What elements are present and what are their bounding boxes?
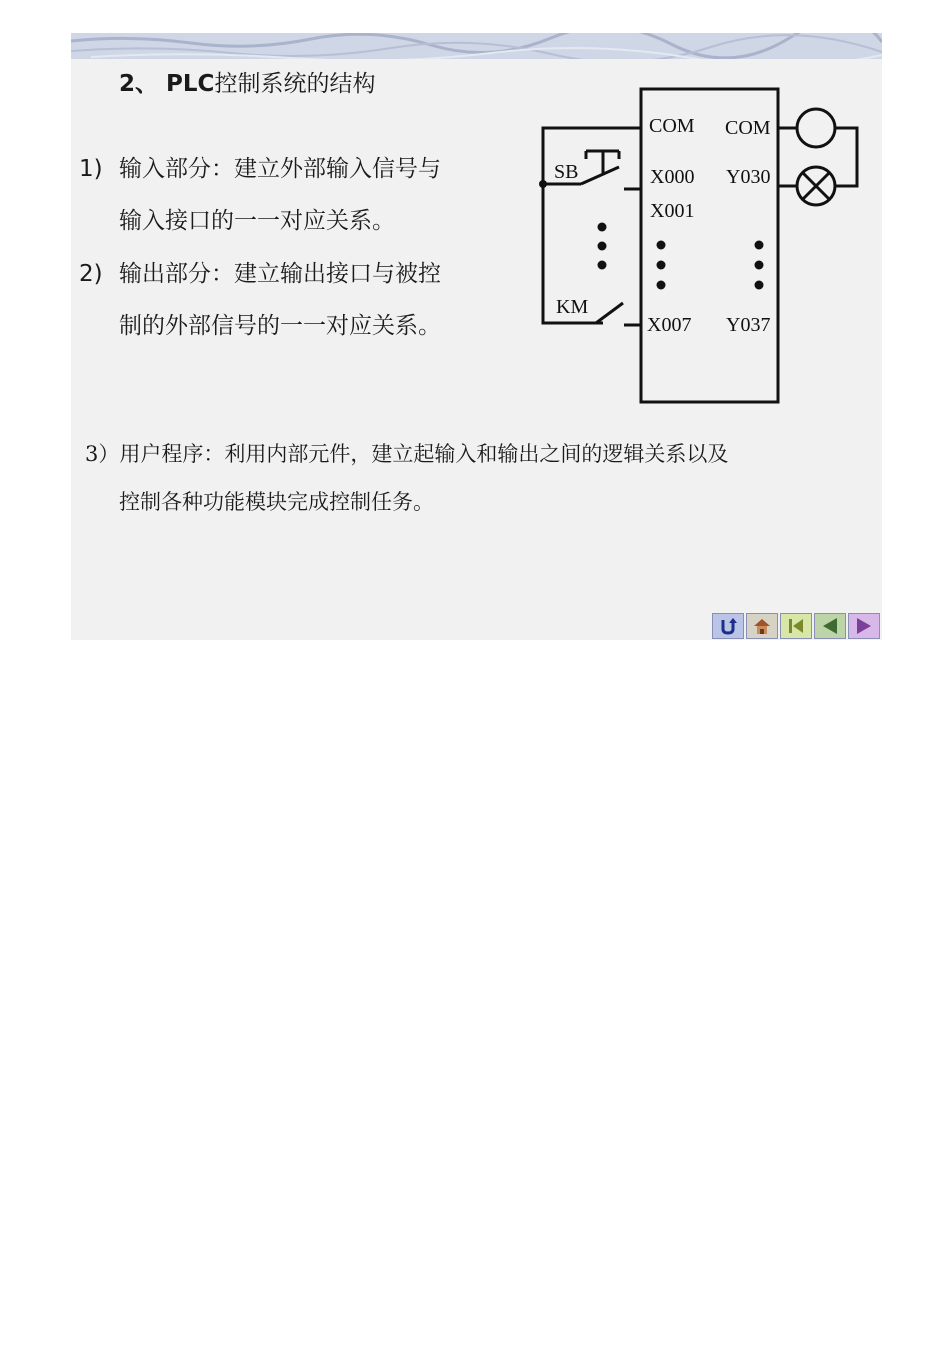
next-button[interactable] xyxy=(848,613,880,639)
home-button[interactable] xyxy=(746,613,778,639)
label-y037: Y037 xyxy=(726,314,771,336)
input-dot xyxy=(598,261,607,270)
y-dot xyxy=(755,261,764,270)
output-loop-wire xyxy=(835,128,857,186)
label-x000: X000 xyxy=(650,166,695,188)
item-2-line2: 制的外部信号的一一对应关系。 xyxy=(119,313,441,339)
first-slide-button[interactable] xyxy=(780,613,812,639)
first-slide-icon xyxy=(785,616,807,636)
input-dot xyxy=(598,223,607,232)
y-dot xyxy=(755,241,764,250)
item-1-line2: 输入接口的一一对应关系。 xyxy=(119,208,395,234)
heading-plc: PLC xyxy=(166,71,215,97)
item-2-number: 2) xyxy=(79,261,103,287)
label-x007: X007 xyxy=(647,314,692,336)
x-dot xyxy=(657,261,666,270)
heading-number: 2、 xyxy=(119,71,159,97)
item-2-line1: 输出部分：建立输出接口与被控 xyxy=(119,261,441,287)
km-contact xyxy=(596,303,623,323)
label-x001: X001 xyxy=(650,200,695,222)
slide xyxy=(71,33,882,640)
previous-button[interactable] xyxy=(814,613,846,639)
item-1-number: 1) xyxy=(79,156,103,182)
slide-navigation xyxy=(712,613,880,639)
coil-icon xyxy=(797,109,835,147)
input-bus-wire xyxy=(543,128,641,323)
label-com-in: COM xyxy=(649,115,695,137)
previous-icon xyxy=(819,616,841,636)
label-com-out: COM xyxy=(725,117,771,139)
home-icon xyxy=(751,616,773,636)
label-sb: SB xyxy=(554,161,579,183)
item-3-number: 3） xyxy=(85,442,120,466)
x-dot xyxy=(657,241,666,250)
label-y030: Y030 xyxy=(726,166,771,188)
y-dot xyxy=(755,281,764,290)
return-icon xyxy=(717,616,739,636)
x-dot xyxy=(657,281,666,290)
item-1-line1: 输入部分：建立外部输入信号与 xyxy=(119,156,441,182)
next-icon xyxy=(853,616,875,636)
return-button[interactable] xyxy=(712,613,744,639)
input-dot xyxy=(598,242,607,251)
item-3-line1: 用户程序：利用内部元件，建立起输入和输出之间的逻辑关系以及 xyxy=(119,442,729,466)
junction-dot xyxy=(539,180,547,188)
sb-contact xyxy=(581,167,619,184)
heading-title: 控制系统的结构 xyxy=(214,71,376,97)
label-km: KM xyxy=(556,296,589,318)
plc-wiring-diagram xyxy=(71,33,882,640)
item-3-line2: 控制各种功能模块完成控制任务。 xyxy=(119,490,434,514)
